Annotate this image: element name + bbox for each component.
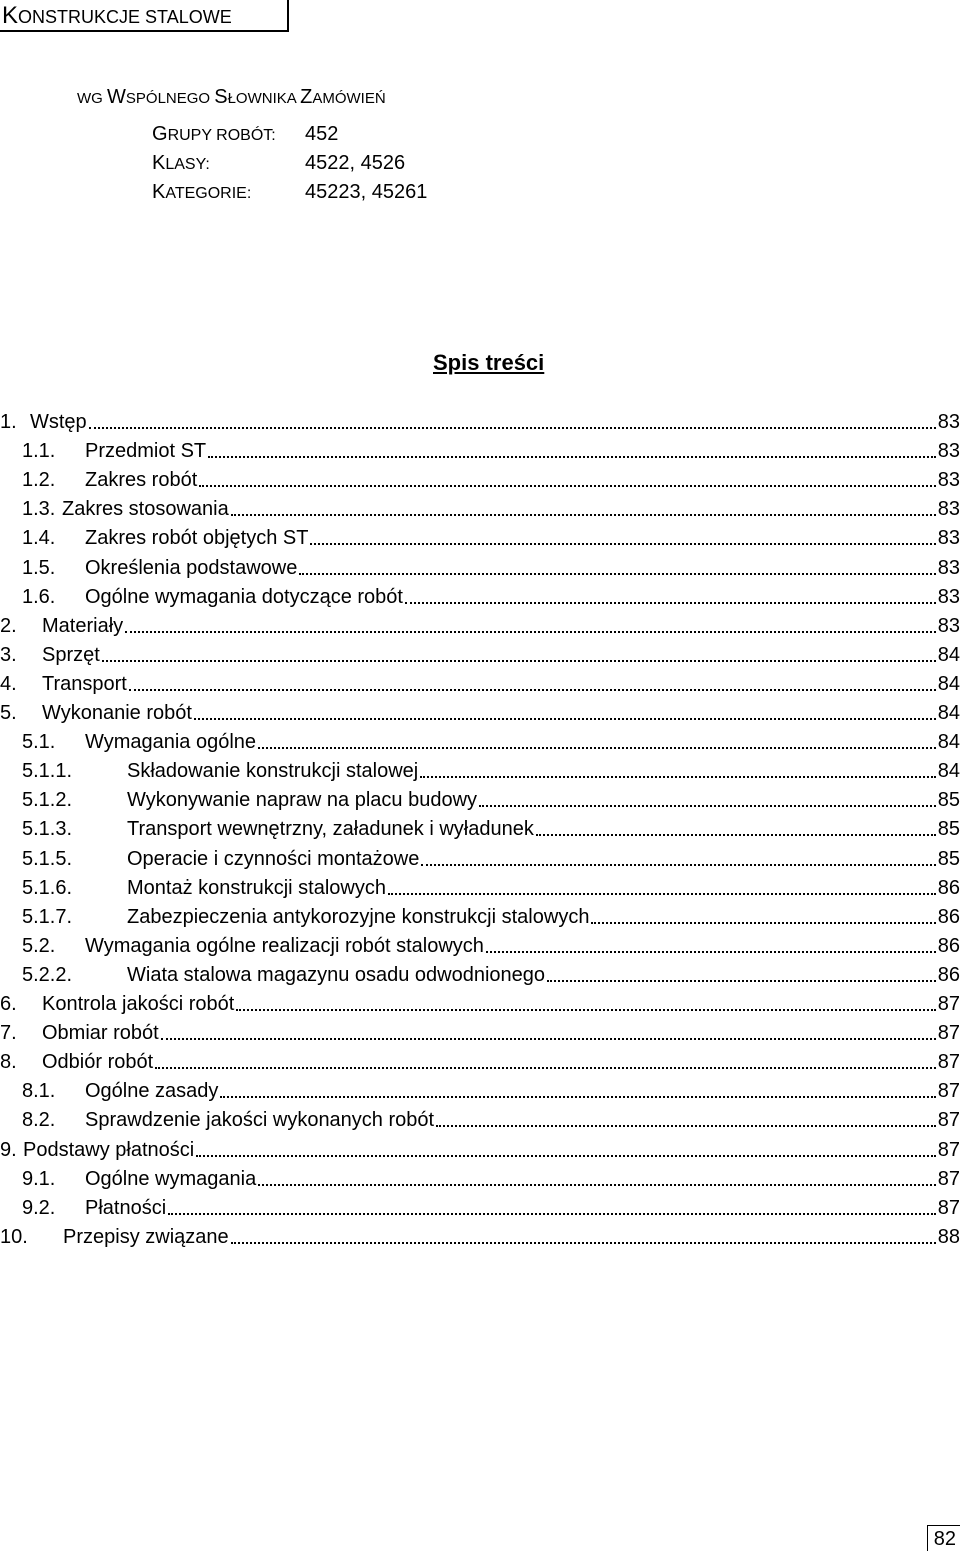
toc-entry-title: Obmiar robót [42, 1022, 159, 1045]
toc-entry[interactable] [0, 638, 960, 667]
toc-dot-leader [102, 660, 936, 662]
toc-entry-page: 85 [937, 847, 960, 870]
toc-entry-title: Określenia podstawowe [85, 556, 298, 579]
toc-entry-title: Wykonywanie napraw na placu budowy [127, 789, 478, 812]
document-title-box [0, 0, 289, 32]
toc-entry[interactable] [22, 580, 960, 609]
toc-dot-leader [231, 514, 936, 516]
toc-entry[interactable] [22, 725, 960, 754]
toc-dot-leader [231, 1242, 936, 1244]
toc-entry[interactable] [0, 609, 960, 638]
toc-dot-leader [479, 805, 936, 807]
toc-entry[interactable] [22, 1074, 960, 1103]
subtitle-part: S [214, 86, 228, 108]
subtitle [77, 86, 386, 109]
toc-entry-page: 87 [937, 1196, 960, 1219]
toc-entry-number: 5.2.2. [22, 963, 73, 986]
toc-dot-leader [89, 427, 936, 429]
toc-entry-title: Podstawy płatności [23, 1138, 195, 1161]
toc-entry-title: Zakres stosowania [62, 498, 229, 521]
toc-dot-leader [591, 922, 935, 924]
toc-entry-number: 2. [0, 614, 17, 637]
toc-entry-number: 1.2. [22, 469, 56, 492]
toc-entry-title: Transport [42, 672, 127, 695]
toc-dot-leader [536, 834, 936, 836]
label-rest: ATEGORIE: [165, 185, 252, 202]
toc-entry-number: 5. [0, 702, 17, 724]
toc-dot-leader [547, 980, 936, 982]
toc-entry-title: Wymagania ogólne realizacji robót stalowych [85, 934, 484, 957]
label-initial: G [152, 123, 168, 145]
label-rest: LASY: [165, 156, 210, 173]
toc-entry-number: 1.1. [22, 440, 56, 463]
toc-entry-number: 1.3. [22, 498, 56, 521]
toc-entry-page: 86 [937, 934, 960, 957]
toc-entry-title: Kontrola jakości robót [42, 993, 235, 1015]
toc-entry-title: Sprawdzenie jakości wykonanych robót [85, 1109, 435, 1132]
toc-entry[interactable] [22, 463, 960, 492]
toc-entry-page: 83 [937, 498, 960, 521]
page-number: 82 [927, 1525, 960, 1551]
toc-dot-leader [194, 718, 936, 720]
subtitle-part: AMÓWIEŃ [312, 90, 386, 107]
toc-dot-leader [168, 1213, 936, 1215]
toc-entry[interactable] [0, 1220, 960, 1249]
toc-entry-page: 87 [937, 1138, 960, 1161]
toc-entry-page: 87 [937, 1109, 960, 1132]
toc-entry[interactable] [22, 929, 960, 958]
toc-entry-number: 8.2. [22, 1109, 56, 1132]
toc-entry-page: 83 [937, 527, 960, 550]
toc-dot-leader [125, 631, 936, 633]
toc-entry-number: 8.1. [22, 1080, 56, 1103]
toc-dot-leader [421, 864, 935, 866]
toc-entry-number: 8. [0, 1051, 17, 1074]
toc-dot-leader [388, 893, 936, 895]
toc-entry[interactable] [22, 783, 960, 812]
toc-entry[interactable] [22, 551, 960, 580]
toc-entry-title: Materiały [42, 614, 124, 637]
subtitle-part: ŁOWNIKA [227, 90, 301, 107]
toc-entry-number: 5.1.7. [22, 905, 73, 928]
meta-categories-label [152, 181, 305, 204]
meta-groups-label [152, 123, 305, 146]
toc-dot-leader [436, 1125, 936, 1127]
toc-entry[interactable] [0, 987, 960, 1016]
toc-entry[interactable] [0, 405, 960, 434]
label-initial: K [152, 152, 166, 174]
label-rest: RUPY ROBÓT: [167, 127, 276, 144]
meta-groups-value: 452 [305, 123, 339, 145]
toc-entry[interactable] [0, 1045, 960, 1074]
toc-entry-page: 87 [937, 1022, 960, 1045]
toc-dot-leader [129, 689, 936, 691]
toc-entry[interactable] [22, 871, 960, 900]
toc-entry-page: 83 [937, 469, 960, 492]
toc-entry-title: Składowanie konstrukcji stalowej [127, 760, 419, 783]
toc-dot-leader [161, 1038, 936, 1040]
toc-entry-page: 83 [937, 614, 960, 637]
toc-entry-title: Płatności [85, 1196, 167, 1219]
toc-entry-number: 1.6. [22, 585, 56, 608]
toc-entry-page: 85 [937, 789, 960, 812]
toc-entry-page: 83 [937, 440, 960, 463]
toc-entry[interactable] [22, 492, 960, 521]
toc-dot-leader [199, 485, 935, 487]
subtitle-part: W [107, 86, 126, 108]
toc-dot-leader [155, 1067, 936, 1069]
toc-entry[interactable] [22, 754, 960, 783]
meta-categories [152, 181, 427, 204]
toc-entry-number: 5.1.5. [22, 847, 73, 870]
toc-entry-number: 1. [0, 411, 17, 433]
toc-dot-leader [236, 1009, 935, 1011]
toc-entry-page: 83 [937, 411, 960, 433]
toc-entry-number: 5.1. [22, 731, 56, 754]
toc-entry-page: 88 [937, 1225, 960, 1248]
toc-entry-page: 87 [937, 1080, 960, 1103]
toc-entry-page: 86 [937, 876, 960, 899]
toc-entry-page: 87 [937, 993, 960, 1015]
toc-entry-page: 87 [937, 1051, 960, 1074]
toc-entry-title: Ogólne zasady [85, 1080, 219, 1103]
toc-entry-title: Przepisy związane [63, 1225, 229, 1248]
toc-entry[interactable] [22, 1162, 960, 1191]
toc-entry-page: 86 [937, 963, 960, 986]
toc-entry[interactable] [22, 1191, 960, 1220]
title-rest: ONSTRUKCJE STALOWE [18, 7, 232, 27]
toc-entry-title: Wiata stalowa magazynu osadu odwodnionego [127, 963, 546, 986]
toc-entry-number: 9.2. [22, 1196, 56, 1219]
toc-dot-leader [220, 1096, 935, 1098]
toc-entry-number: 3. [0, 643, 17, 666]
meta-classes-value: 4522, 4526 [305, 152, 406, 174]
subtitle-part: SPÓLNEGO [125, 90, 215, 107]
toc-entry-title: Wykonanie robót [42, 702, 192, 724]
toc-entry-page: 83 [937, 556, 960, 579]
toc-entry-title: Ogólne wymagania [85, 1167, 257, 1190]
toc-entry-number: 10. [0, 1225, 28, 1248]
toc-dot-leader [208, 456, 936, 458]
toc-entry-number: 5.2. [22, 934, 56, 957]
toc-entry-number: 6. [0, 993, 17, 1015]
toc-entry-number: 5.1.2. [22, 789, 73, 812]
toc-entry[interactable] [0, 696, 960, 725]
toc-entry-title: Transport wewnętrzny, załadunek i wyładunek [127, 818, 534, 841]
toc-entry[interactable] [22, 1103, 960, 1132]
toc-entry-title: Odbiór robót [42, 1051, 154, 1074]
meta-classes-label [152, 152, 305, 175]
meta-categories-value: 45223, 45261 [305, 181, 428, 203]
subtitle-part: Z [300, 86, 313, 108]
toc-entry-page: 84 [937, 702, 960, 724]
toc-entry-page: 87 [937, 1167, 960, 1190]
toc-entry-number: 1.5. [22, 556, 56, 579]
toc-entry[interactable] [22, 812, 960, 841]
toc-entry-title: Ogólne wymagania dotyczące robót [85, 585, 403, 608]
toc-entry-title: Przedmiot ST [85, 440, 207, 463]
meta-classes [152, 152, 405, 175]
toc-entry-title: Sprzęt [42, 643, 100, 666]
toc-dot-leader [405, 602, 936, 604]
toc-entry-number: 1.4. [22, 527, 56, 550]
toc-dot-leader [299, 573, 935, 575]
meta-groups [152, 123, 338, 146]
subtitle-part: WG [77, 90, 107, 107]
toc-entry-number: 4. [0, 672, 17, 695]
toc-heading: Spis treści [433, 350, 545, 375]
toc-entry-number: 9.1. [22, 1167, 56, 1190]
toc-entry[interactable] [0, 667, 960, 696]
toc-entry-page: 84 [937, 760, 960, 783]
toc-entry[interactable] [22, 434, 960, 463]
toc-entry[interactable] [0, 1133, 960, 1162]
toc-entry-number: 5.1.1. [22, 760, 73, 783]
title-initial: K [2, 2, 19, 29]
toc-entry-title: Zakres robót objętych ST [85, 527, 309, 550]
toc-dot-leader [420, 776, 936, 778]
toc-dot-leader [258, 747, 936, 749]
document-title [2, 2, 232, 29]
toc-entry[interactable] [22, 521, 960, 550]
toc-entry-page: 84 [937, 731, 960, 754]
toc-entry-number: 5.1.3. [22, 818, 73, 841]
toc-dot-leader [310, 543, 935, 545]
toc-entry-page: 83 [937, 585, 960, 608]
toc-entry-number: 9. [0, 1138, 17, 1161]
toc-entry-title: Zabezpieczenia antykorozyjne konstrukcji stalowych [127, 905, 590, 928]
toc-entry-title: Wymagania ogólne [85, 731, 257, 754]
toc-entry-title: Zakres robót [85, 469, 198, 492]
toc-entry[interactable] [22, 842, 960, 871]
toc-entry-number: 5.1.6. [22, 876, 73, 899]
toc-entry-page: 84 [937, 643, 960, 666]
toc-entry[interactable] [22, 900, 960, 929]
toc-entry-page: 86 [937, 905, 960, 928]
toc-entry-title: Montaż konstrukcji stalowych [127, 876, 386, 899]
toc-entry-title: Operacie i czynności montażowe [127, 847, 420, 870]
toc-entry-page: 85 [937, 818, 960, 841]
toc-entry-title: Wstęp [30, 411, 87, 433]
toc-entry-number: 7. [0, 1022, 17, 1045]
label-initial: K [152, 181, 166, 203]
toc-entry-page: 84 [937, 672, 960, 695]
toc-dot-leader [258, 1184, 936, 1186]
toc-entry[interactable] [0, 1016, 960, 1045]
toc-dot-leader [196, 1155, 936, 1157]
toc-entry[interactable] [22, 958, 960, 987]
toc-dot-leader [486, 951, 936, 953]
